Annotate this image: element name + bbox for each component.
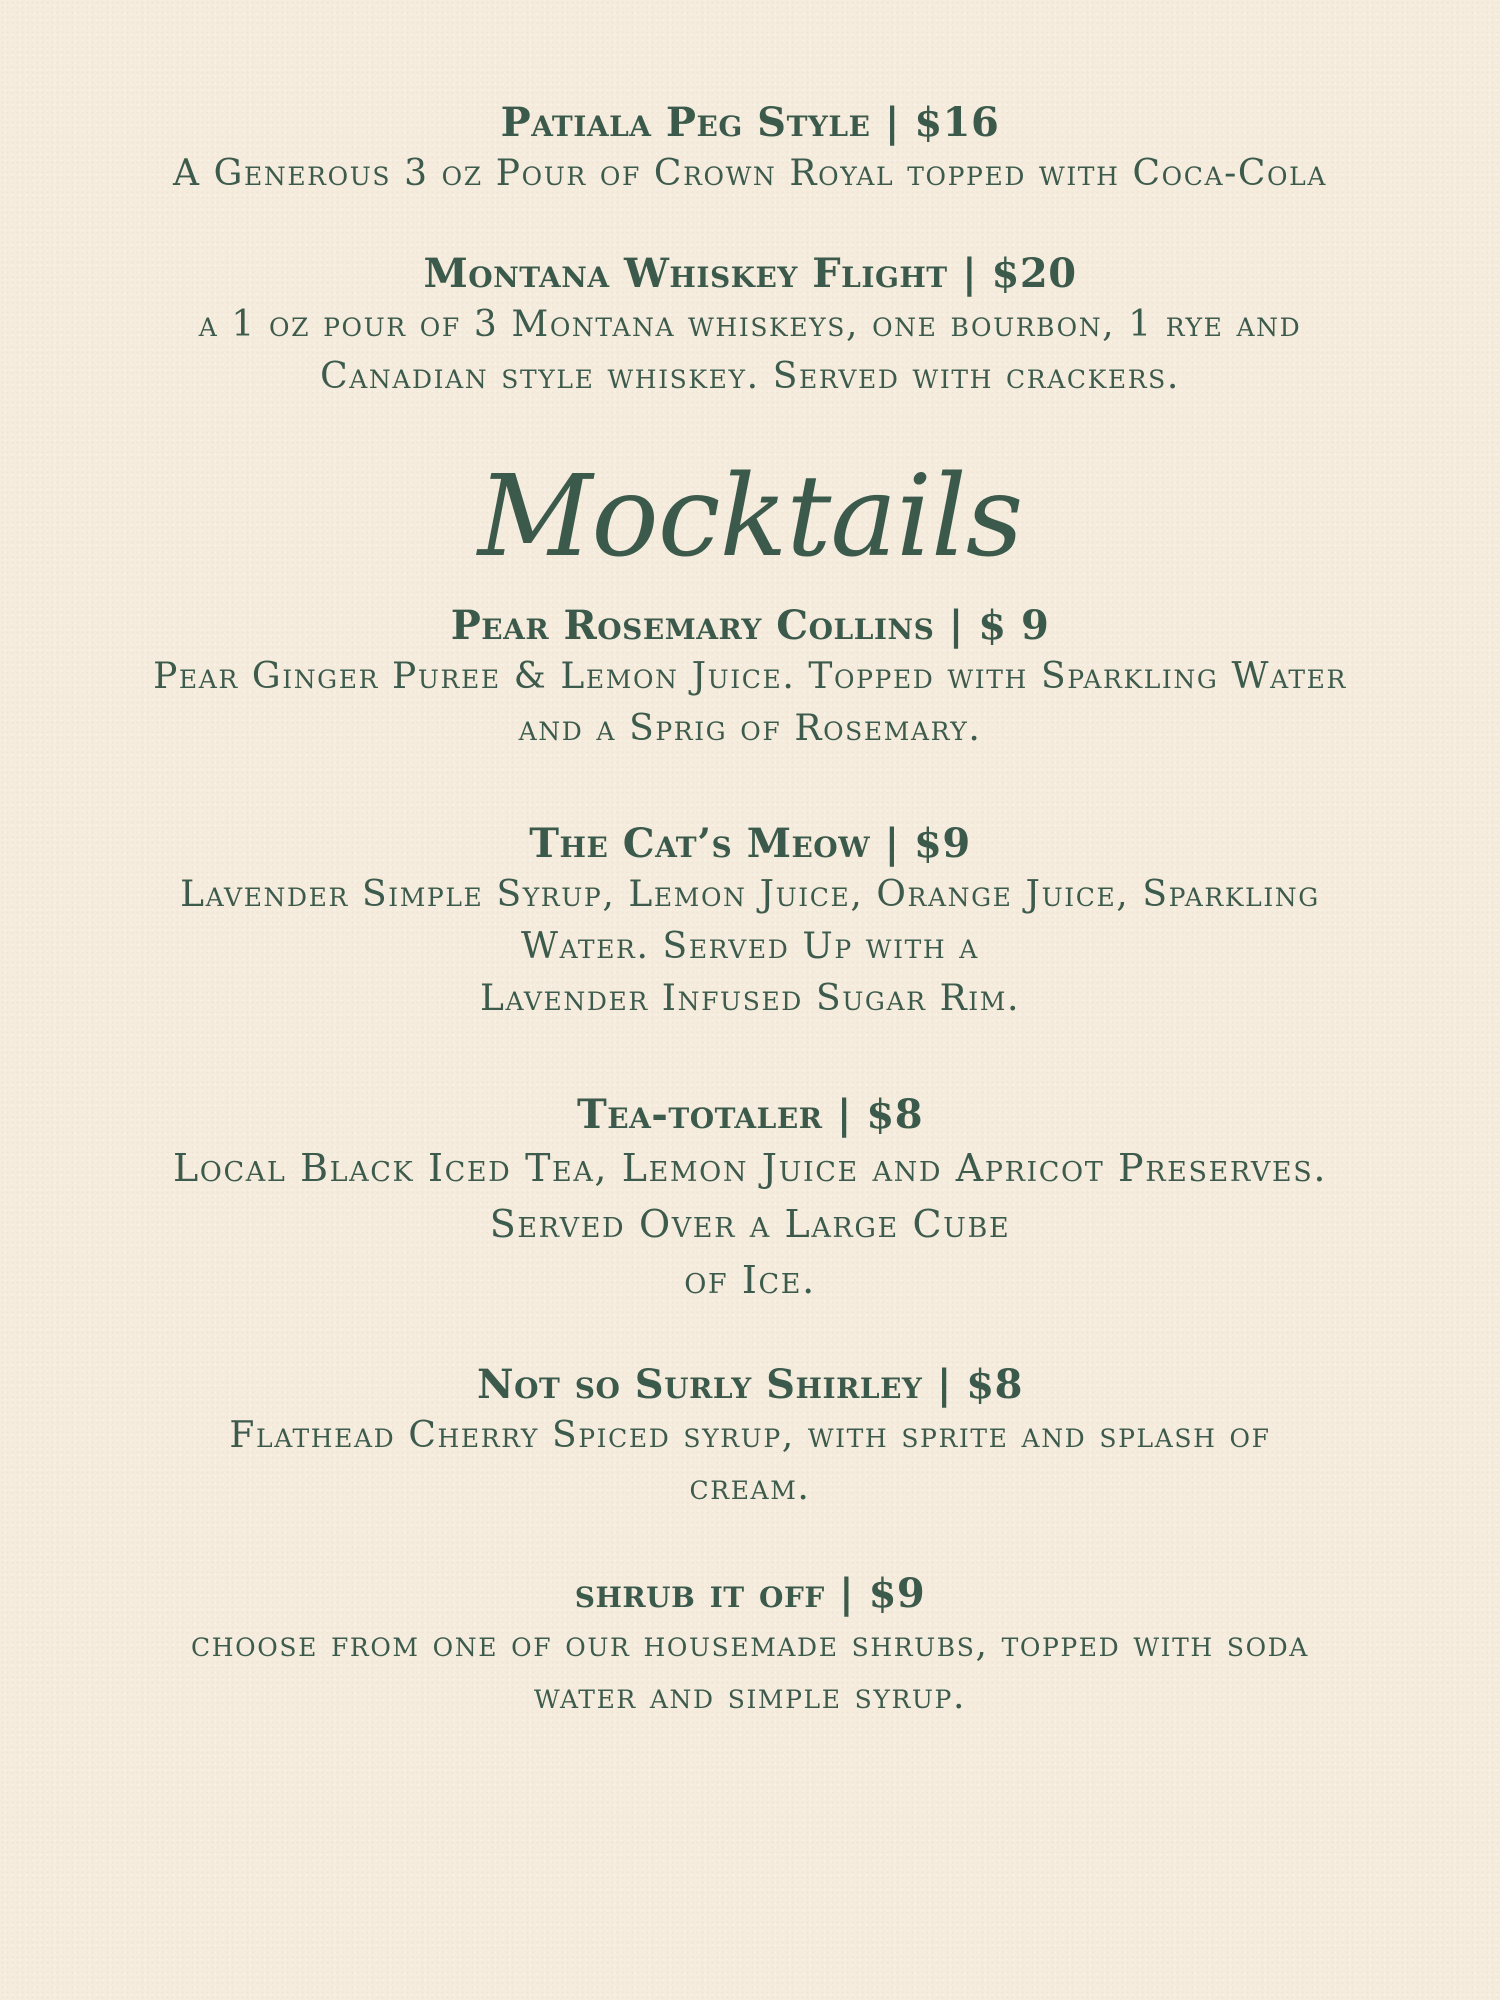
menu-item-not-so-surly-shirley: [100, 1360, 1400, 1514]
item-title: The Cat’s Meow | $9: [529, 820, 971, 867]
item-title: Patiala Peg Style | $16: [500, 99, 1000, 146]
menu-item-tea-totaler: [100, 1090, 1400, 1308]
description-line: a 1 oz pour of 3 Montana whiskeys, one bourbon, 1 rye and: [198, 304, 1302, 345]
description-line: water and simple syrup.: [533, 1676, 967, 1717]
description-line: and a Sprig of Rosemary.: [518, 708, 982, 749]
description-line: Local Black Iced Tea, Lemon Juice and Apricot Preserves.: [172, 1146, 1328, 1190]
item-description: [100, 869, 1400, 1025]
item-description: [100, 1140, 1400, 1308]
description-line: Canadian style whiskey. Served with crackers.: [320, 356, 1180, 397]
item-description: [100, 651, 1400, 755]
description-line: Lavender Simple Syrup, Lemon Juice, Orange Juice, Sparkling: [180, 874, 1320, 915]
description-line: Water. Served Up with a: [521, 926, 979, 967]
item-title: Not so Surly Shirley | $8: [477, 1361, 1023, 1408]
item-title: Pear Rosemary Collins | $ 9: [450, 602, 1050, 649]
description-line: A Generous 3 oz Pour of Crown Royal topped with Coca-Cola: [173, 153, 1327, 194]
menu-item-cats-meow: [100, 819, 1400, 1025]
description-line: cream.: [689, 1467, 811, 1508]
description-line: Flathead Cherry Spiced syrup, with sprite and splash of: [229, 1415, 1271, 1456]
menu-item-patiala-peg: [100, 98, 1400, 200]
menu-item-shrub-it-off: [100, 1569, 1400, 1723]
section-heading-mocktails: Mocktails: [477, 452, 1023, 582]
item-title: Tea-totaler | $8: [576, 1091, 924, 1138]
item-title: Montana Whiskey Flight | $20: [423, 250, 1077, 297]
description-line: Pear Ginger Puree & Lemon Juice. Topped with Sparkling Water: [153, 656, 1347, 697]
description-line: of Ice.: [684, 1258, 816, 1302]
menu-item-montana-whiskey-flight: [100, 249, 1400, 403]
menu-item-pear-rosemary-collins: [100, 601, 1400, 755]
description-line: Lavender Infused Sugar Rim.: [479, 978, 1021, 1019]
description-line: choose from one of our housemade shrubs, topped with soda: [191, 1624, 1309, 1665]
item-title: shrub it off | $9: [574, 1570, 926, 1617]
item-description: [100, 299, 1400, 403]
item-description: [100, 148, 1400, 200]
description-line: Served Over a Large Cube: [489, 1202, 1011, 1246]
item-description: [100, 1410, 1400, 1514]
item-description: [100, 1619, 1400, 1723]
